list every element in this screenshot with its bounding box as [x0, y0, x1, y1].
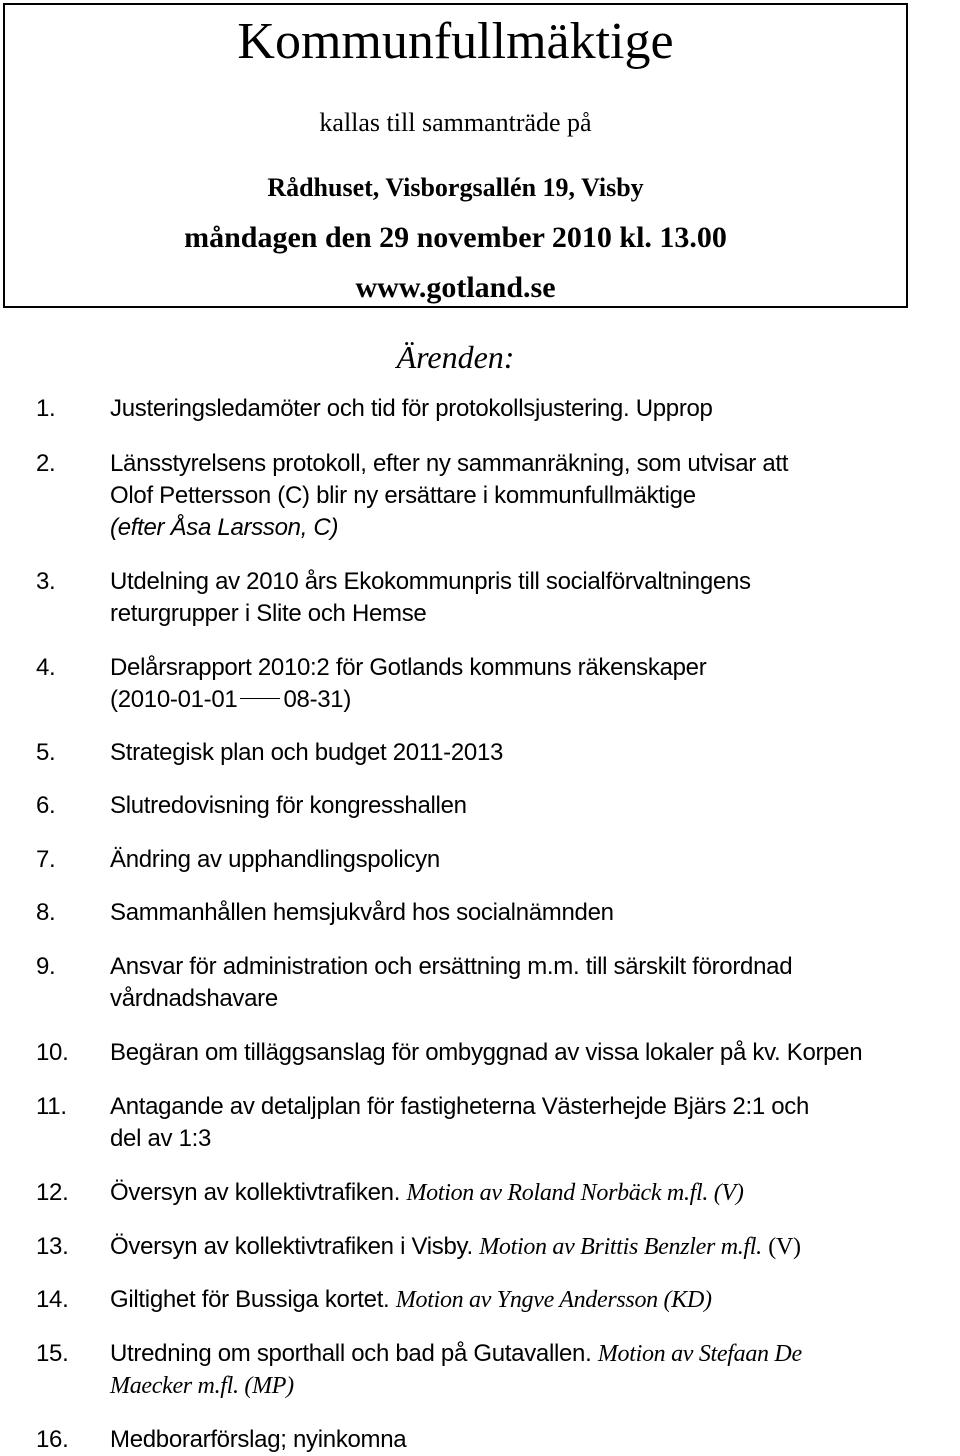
agenda-item-line: del av 1:3	[110, 1125, 212, 1152]
agenda-item-line: vårdnadshavare	[110, 985, 278, 1012]
meeting-venue: Rådhuset, Visborgsallén 19, Visby	[267, 173, 644, 202]
agenda-item-line: Ansvar för administration och ersättning m.m. till särskilt förordnad	[110, 953, 793, 980]
agenda-item-text: Ändring av upphandlingspolicyn	[110, 846, 440, 873]
agenda-item-number: 14.	[36, 1286, 69, 1313]
agenda-item-number: 11.	[36, 1093, 67, 1120]
agenda-item-text	[110, 1231, 960, 1263]
agenda-item-text	[110, 1284, 960, 1316]
agenda-item-line: Olof Pettersson (C) blir ny ersättare i kommunfullmäktige	[110, 482, 696, 509]
agenda-item-text	[110, 652, 960, 716]
agenda-item-line: Länsstyrelsens protokoll, efter ny sammanräkning, som utvisar att	[110, 450, 789, 477]
agenda-item-number: 12.	[36, 1179, 69, 1206]
date-range-end: 08-31)	[283, 686, 352, 713]
agenda-item-text	[110, 1338, 960, 1402]
agenda-item-title: Översyn av kollektivtrafiken.	[110, 1179, 401, 1206]
agenda-item-text	[110, 566, 960, 630]
agenda-item-number: 10.	[36, 1039, 69, 1066]
agenda-item-line: Utdelning av 2010 års Ekokommunpris till socialförvaltningens	[110, 568, 751, 595]
agenda-item-text	[110, 448, 960, 544]
agenda-item-text: Sammanhållen hemsjukvård hos socialnämnden	[110, 899, 614, 926]
dash-line	[240, 698, 280, 699]
agenda-item-text	[110, 951, 960, 1015]
date-range-start: (2010-01-01	[110, 686, 238, 713]
agenda-item-text: Medborarförslag; nyinkomna	[110, 1426, 407, 1453]
agenda-heading: Ärenden:	[396, 339, 515, 375]
intro-text: kallas till sammanträde på	[319, 108, 592, 137]
agenda-item-number: 15.	[36, 1340, 69, 1367]
agenda-item-text	[110, 1091, 960, 1155]
agenda-item-text: Begäran om tilläggsanslag för ombyggnad av vissa lokaler på kv. Korpen	[110, 1039, 863, 1066]
agenda-item-line	[110, 1338, 960, 1370]
page-title: Kommunfullmäktige	[237, 13, 674, 70]
agenda-item-number: 8.	[36, 899, 56, 926]
agenda-item-line: Delårsrapport 2010:2 för Gotlands kommuns räkenskaper	[110, 654, 707, 681]
agenda-item-line: Antagande av detaljplan för fastigheterna Västerhejde Bjärs 2:1 och	[110, 1093, 810, 1120]
motion-party: (V)	[768, 1234, 801, 1260]
agenda-item-title: Utredning om sporthall och bad på Gutavallen.	[110, 1340, 592, 1367]
agenda-item-text: Strategisk plan och budget 2011-2013	[110, 739, 504, 766]
agenda-item-line: (efter Åsa Larsson, C)	[110, 514, 339, 541]
agenda-item-line: returgrupper i Slite och Hemse	[110, 600, 427, 627]
website-url: www.gotland.se	[355, 271, 556, 304]
agenda-item-number: 13.	[36, 1233, 69, 1260]
agenda-item-number: 7.	[36, 846, 56, 873]
meeting-date: måndagen den 29 november 2010 kl. 13.00	[184, 221, 727, 254]
agenda-item-number: 3.	[36, 568, 56, 595]
agenda-item-number: 5.	[36, 739, 56, 766]
motion-text: Motion av Stefaan De	[597, 1341, 802, 1367]
agenda-item-number: 2.	[36, 450, 56, 477]
agenda-item-text: Justeringsledamöter och tid för protokollsjustering. Upprop	[110, 395, 713, 422]
motion-text: Motion av Yngve Andersson (KD)	[395, 1287, 712, 1313]
agenda-item-number: 4.	[36, 654, 56, 681]
motion-text: Motion av Brittis Benzler m.fl.	[479, 1234, 762, 1260]
agenda-item-number: 16.	[36, 1426, 69, 1453]
motion-text: Motion av Roland Norbäck m.fl. (V)	[406, 1180, 744, 1206]
agenda-item-text	[110, 1177, 960, 1209]
agenda-item-line	[110, 684, 960, 716]
agenda-item-number: 1.	[36, 395, 56, 422]
agenda-item-title: Giltighet för Bussiga kortet.	[110, 1286, 390, 1313]
agenda-item-text: Slutredovisning för kongresshallen	[110, 792, 467, 819]
motion-text-continued: Maecker m.fl. (MP)	[110, 1373, 294, 1399]
agenda-item-number: 9.	[36, 953, 56, 980]
agenda-item-title: Översyn av kollektivtrafiken i Visby.	[110, 1233, 473, 1260]
agenda-item-number: 6.	[36, 792, 56, 819]
